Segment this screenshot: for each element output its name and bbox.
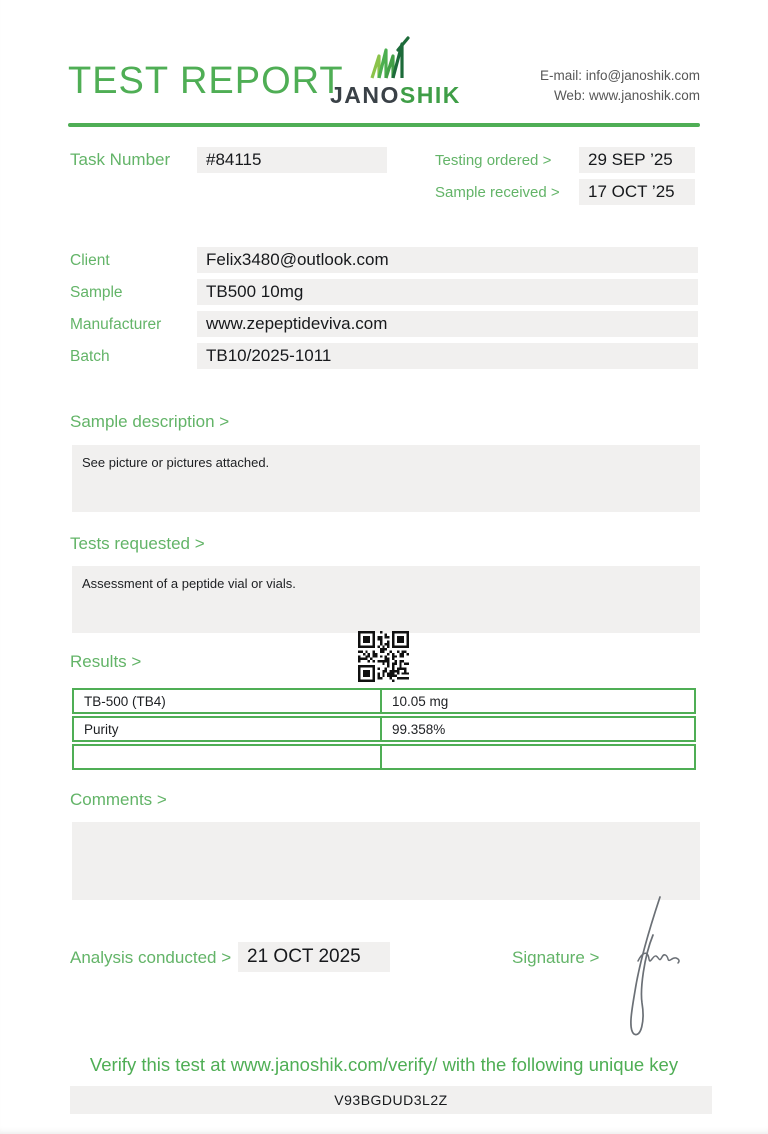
manufacturer-value: www.zepeptideviva.com <box>197 311 698 337</box>
result-value: 10.05 mg <box>392 693 449 709</box>
brand-wordmark <box>330 82 461 109</box>
result-name: TB-500 (TB4) <box>74 690 382 712</box>
sample-received-label: Sample received > <box>435 184 560 201</box>
verify-instruction: Verify this test at www.janoshik.com/verify/ with the following unique key <box>89 1054 679 1075</box>
manufacturer-label: Manufacturer <box>70 316 162 333</box>
comments-box <box>72 822 700 900</box>
comments-heading: Comments > <box>70 790 167 809</box>
contact-web: Web: www.janoshik.com <box>553 88 700 103</box>
brand-green-part: SHIK <box>399 82 461 108</box>
batch-value: TB10/2025-1011 <box>197 343 698 369</box>
tests-requested-heading: Tests requested > <box>70 534 205 553</box>
task-number-value: #84115 <box>197 147 387 173</box>
table-row <box>72 688 696 714</box>
analysis-conducted-label: Analysis conducted > <box>70 948 232 967</box>
janoshik-logo <box>330 36 461 109</box>
sample-description-box: See picture or pictures attached. <box>72 445 700 512</box>
growth-chart-icon <box>362 36 418 80</box>
signature-label: Signature > <box>512 948 600 967</box>
client-label: Client <box>70 252 110 269</box>
brand-dark-part: JANO <box>330 82 400 108</box>
analysis-date-value: 21 OCT 2025 <box>238 942 390 972</box>
result-value <box>382 746 694 768</box>
testing-ordered-label: Testing ordered > <box>435 152 552 169</box>
result-name <box>74 746 382 768</box>
header-divider <box>68 123 700 127</box>
sample-description-heading: Sample description > <box>70 412 230 431</box>
result-name: Purity <box>74 718 382 740</box>
contact-block <box>540 66 700 106</box>
batch-label: Batch <box>70 348 110 365</box>
qr-code <box>358 631 409 682</box>
testing-ordered-value: 29 SEP ’25 <box>579 147 695 173</box>
sample-value: TB500 10mg <box>197 279 698 305</box>
results-table <box>72 688 696 772</box>
table-row <box>72 744 696 770</box>
results-heading: Results > <box>70 652 142 671</box>
signature-image <box>608 893 698 1043</box>
page-title: TEST REPORT <box>68 60 344 102</box>
tests-requested-box: Assessment of a peptide vial or vials. <box>72 566 700 633</box>
verify-key: V93BGDUD3L2Z <box>70 1086 712 1114</box>
sample-label: Sample <box>70 284 123 301</box>
sample-received-value: 17 OCT ’25 <box>579 179 695 205</box>
client-value: Felix3480@outlook.com <box>197 247 698 273</box>
task-number-label: Task Number <box>70 150 171 169</box>
contact-email: E-mail: info@janoshik.com <box>539 68 700 83</box>
result-value: 99.358% <box>392 721 446 737</box>
table-row <box>72 716 696 742</box>
